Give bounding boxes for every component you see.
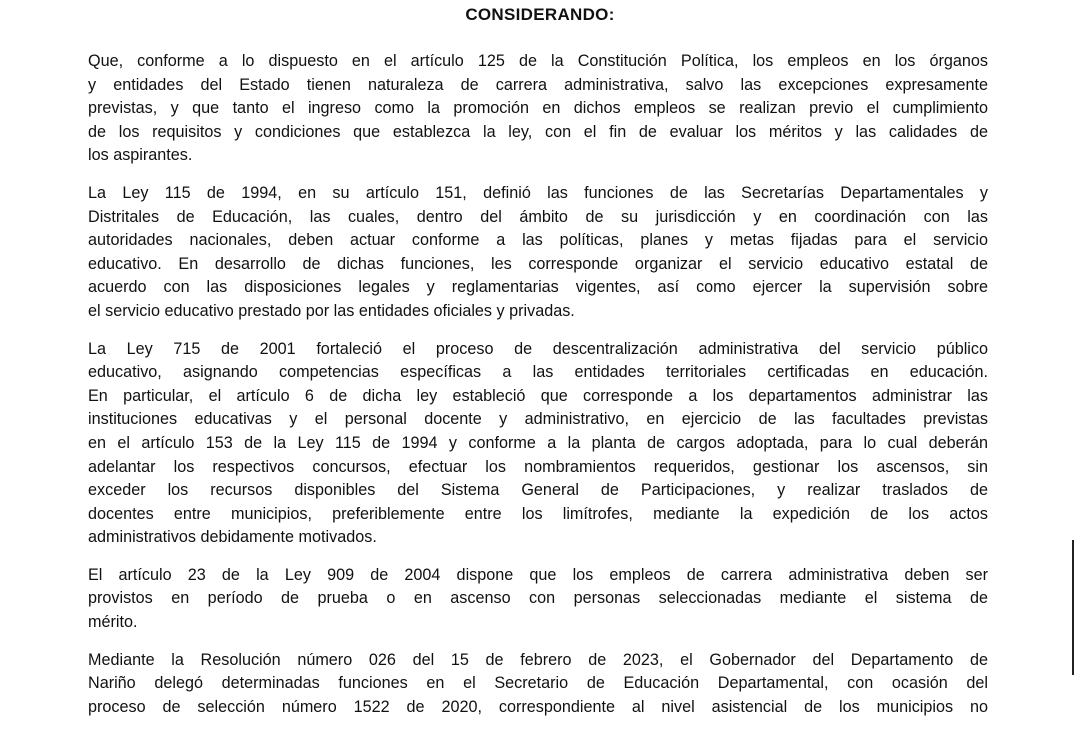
text-line: los aspirantes.: [88, 146, 193, 165]
text-line: y entidades del Estado tienen naturaleza de carrera administrativa, salvo las excepciones expresamente: [88, 75, 988, 94]
text-line: el servicio educativo prestado por las entidades oficiales y privadas.: [88, 301, 575, 320]
text-line: docentes entre municipios, preferiblemente entre los limítrofes, mediante la expedición de los actos: [88, 504, 988, 523]
text-line: provistos en período de prueba o en ascenso con personas seleccionadas mediante el sistema de: [88, 589, 988, 608]
text-line: acuerdo con las disposiciones legales y reglamentarias vigentes, así como ejercer la supervisión sobre: [88, 278, 988, 297]
paragraph-ley-909: [88, 564, 988, 635]
text-line: Que, conforme a lo dispuesto en el artículo 125 de la Constitución Política, los empleos en los órganos: [88, 52, 988, 70]
text-line: La Ley 115 de 1994, en su artículo 151, definió las funciones de las Secretarías Departamentales y: [88, 183, 988, 202]
text-line: mérito.: [88, 613, 138, 632]
text-line: exceder los recursos disponibles del Sistema General de Participaciones, y realizar traslados de: [88, 481, 988, 500]
section-heading: CONSIDERANDO:: [465, 5, 615, 24]
text-line: autoridades nacionales, deben actuar conforme a las políticas, planes y metas fijadas para el servicio: [88, 231, 988, 250]
text-line: administrativos debidamente motivados.: [88, 528, 377, 547]
text-line: El artículo 23 de la Ley 909 de 2004 dispone que los empleos de carrera administrativa deben ser: [88, 565, 988, 584]
text-line: de los requisitos y condiciones que establezca la ley, con el fin de evaluar los méritos y las calidades de: [88, 122, 988, 141]
text-line: Distritales de Educación, las cuales, dentro del ámbito de su jurisdicción y en coordinación con las: [88, 207, 988, 226]
paragraph-ley-715: [88, 338, 988, 550]
text-line: Mediante la Resolución número 026 del 15 de febrero de 2023, el Gobernador del Departamento de: [88, 650, 988, 669]
text-line: instituciones educativas y el personal docente y administrativo, en ejercicio de las facultades previstas: [88, 410, 988, 429]
scan-edge-mark: [1072, 540, 1074, 675]
text-line: adelantar los respectivos concursos, efectuar los nombramientos requeridos, gestionar los ascensos, sin: [88, 457, 988, 476]
text-line: La Ley 715 de 2001 fortaleció el proceso de descentralización administrativa del servicio público: [88, 339, 988, 358]
text-line: En particular, el artículo 6 de dicha ley estableció que corresponde a los departamentos administrar las: [88, 386, 988, 405]
paragraph-ley-115: [88, 182, 988, 324]
text-line: proceso de selección número 1522 de 2020, correspondiente al nivel asistencial de los municipios no: [88, 697, 988, 716]
paragraph-constitution: [88, 50, 988, 168]
text-line: en el artículo 153 de la Ley 115 de 1994 y conforme a la planta de cargos adoptada, para lo cual deberán: [88, 433, 988, 452]
text-line: Nariño delegó determinadas funciones en el Secretario de Educación Departamental, con ocasión del: [88, 674, 988, 693]
paragraph-resolucion-026: [88, 649, 988, 720]
text-line: educativo, asignando competencias específicas a las entidades territoriales certificadas en educación.: [88, 363, 988, 382]
text-line: educativo. En desarrollo de dichas funciones, les corresponde organizar el servicio educativo estatal de: [88, 254, 988, 273]
document-body: [88, 50, 988, 733]
text-line: previstas, y que tanto el ingreso como la promoción en dichos empleos se realizan previo el cumplimiento: [88, 99, 988, 118]
